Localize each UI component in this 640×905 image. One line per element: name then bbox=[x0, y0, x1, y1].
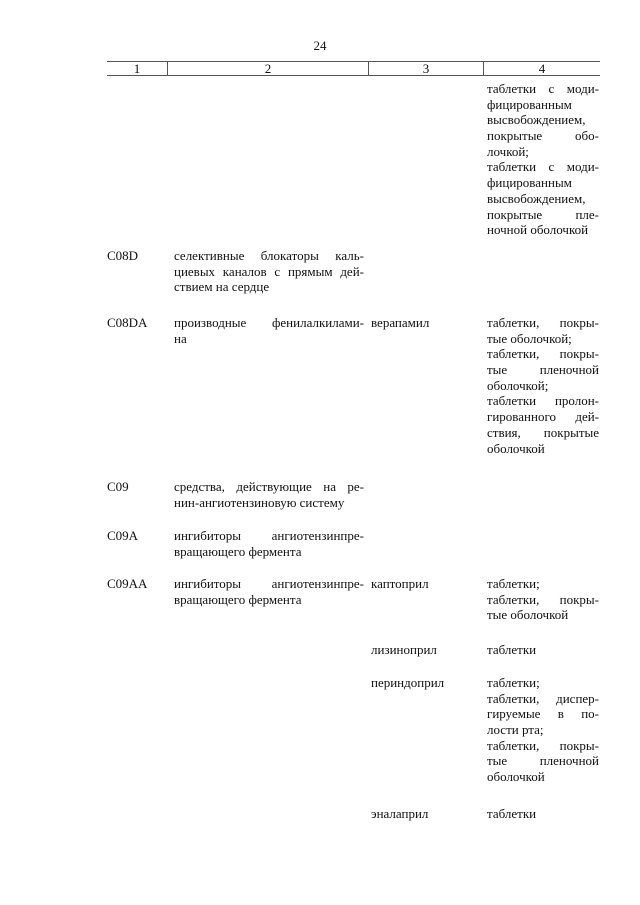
anatomic-therapeutic-group bbox=[174, 479, 364, 510]
drug-name bbox=[371, 315, 481, 331]
text-line: таблетки, покры- bbox=[487, 315, 599, 330]
text-line: вращающего фермента bbox=[174, 543, 302, 559]
dosage-forms bbox=[487, 315, 599, 456]
text-line: средства, действующие на ре- bbox=[174, 479, 364, 494]
text-line: таблетки, покры- bbox=[487, 737, 599, 753]
dosage-forms bbox=[487, 806, 599, 822]
header-col-1: 1 bbox=[133, 61, 141, 76]
drug-name bbox=[371, 675, 481, 691]
text-line: производные фенилалкилами- bbox=[174, 315, 364, 330]
atc-code bbox=[107, 479, 165, 495]
text-line: C09AA bbox=[107, 576, 148, 591]
text-line: C09 bbox=[107, 479, 129, 494]
text-line: высвобождением, bbox=[487, 190, 586, 206]
text-line: таблетки bbox=[487, 806, 537, 821]
text-line: таблетки, диспер- bbox=[487, 690, 599, 706]
anatomic-therapeutic-group bbox=[174, 315, 364, 346]
text-line: таблетки bbox=[487, 642, 537, 657]
text-line: ствием на сердце bbox=[174, 279, 270, 295]
text-line: таблетки с моди- bbox=[487, 81, 599, 96]
text-line: C09A bbox=[107, 528, 139, 543]
text-line: периндоприл bbox=[371, 675, 445, 690]
text-line: циевых каналов с прямым дей- bbox=[174, 263, 364, 279]
page-number: 24 bbox=[313, 38, 327, 53]
text-line: ствия, покрытые bbox=[487, 424, 599, 440]
atc-code bbox=[107, 315, 165, 331]
text-line: ингибиторы ангиотензинпре- bbox=[174, 576, 364, 591]
atc-code bbox=[107, 248, 165, 264]
text-line: C08DA bbox=[107, 315, 148, 330]
text-line: верапамил bbox=[371, 315, 430, 330]
text-line: ночной оболочкой bbox=[487, 222, 589, 238]
text-line: тые оболочкой bbox=[487, 607, 569, 623]
text-line: таблетки, покры- bbox=[487, 346, 599, 362]
atc-code bbox=[107, 576, 165, 592]
text-line: на bbox=[174, 330, 187, 346]
text-line: фицированным bbox=[487, 175, 572, 191]
text-line: таблетки; bbox=[487, 675, 540, 690]
dosage-forms bbox=[487, 642, 599, 658]
atc-code bbox=[107, 528, 165, 544]
header-col-4: 4 bbox=[538, 61, 546, 76]
header-col-2: 2 bbox=[264, 61, 272, 76]
text-line: фицированным bbox=[487, 96, 572, 112]
text-line: таблетки; bbox=[487, 576, 540, 591]
drug-name bbox=[371, 806, 481, 822]
text-line: высвобождением, bbox=[487, 112, 586, 128]
dosage-forms bbox=[487, 675, 599, 785]
text-line: тые пленочной bbox=[487, 753, 599, 769]
text-line: лизиноприл bbox=[371, 642, 437, 657]
text-line: покрытые обо- bbox=[487, 128, 599, 144]
anatomic-therapeutic-group bbox=[174, 248, 364, 295]
header-col-3: 3 bbox=[422, 61, 430, 76]
text-line: оболочкой bbox=[487, 769, 545, 785]
text-line: вращающего фермента bbox=[174, 591, 302, 607]
text-line: ингибиторы ангиотензинпре- bbox=[174, 528, 364, 543]
text-line: лости рта; bbox=[487, 722, 544, 738]
text-line: эналаприл bbox=[371, 806, 429, 821]
drug-name bbox=[371, 576, 481, 592]
dosage-forms bbox=[487, 81, 599, 238]
text-line: каптоприл bbox=[371, 576, 429, 591]
text-line: гированного дей- bbox=[487, 409, 599, 425]
anatomic-therapeutic-group bbox=[174, 528, 364, 559]
text-line: таблетки пролон- bbox=[487, 393, 599, 409]
dosage-forms bbox=[487, 576, 599, 623]
text-line: таблетки с моди- bbox=[487, 159, 599, 175]
text-line: оболочкой; bbox=[487, 377, 549, 393]
text-line: гируемые в по- bbox=[487, 706, 599, 722]
drug-name bbox=[371, 642, 481, 658]
text-line: нин-ангиотензиновую систему bbox=[174, 494, 345, 510]
text-line: тые оболочкой; bbox=[487, 330, 572, 346]
anatomic-therapeutic-group bbox=[174, 576, 364, 607]
text-line: таблетки, покры- bbox=[487, 591, 599, 607]
text-line: C08D bbox=[107, 248, 139, 263]
text-line: покрытые пле- bbox=[487, 206, 599, 222]
text-line: оболочкой bbox=[487, 440, 545, 456]
text-line: лочкой; bbox=[487, 143, 529, 159]
text-line: тые пленочной bbox=[487, 362, 599, 378]
text-line: селективные блокаторы каль- bbox=[174, 248, 364, 263]
